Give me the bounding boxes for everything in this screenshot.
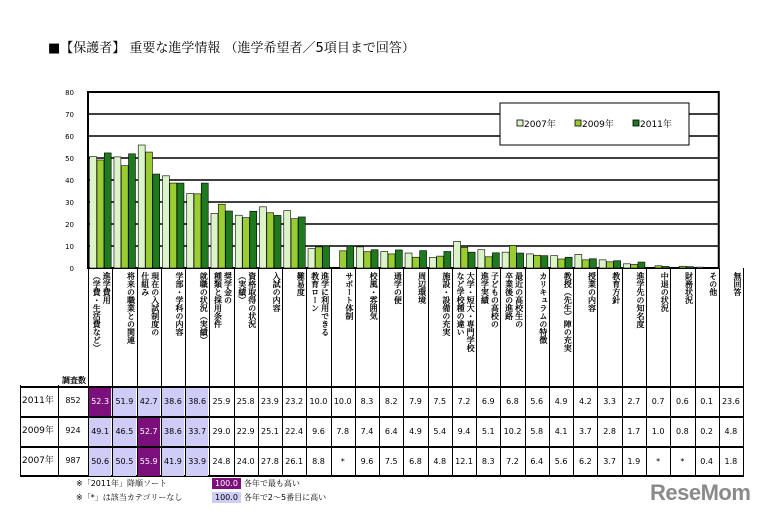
table-cell: 0.2 bbox=[700, 427, 713, 436]
table-cell: 6.2 bbox=[578, 457, 592, 466]
bar bbox=[90, 157, 97, 268]
table-cell: 1.0 bbox=[651, 427, 665, 436]
bar bbox=[420, 251, 427, 268]
table-cell: 5.1 bbox=[481, 427, 495, 436]
table-cell: 8.8 bbox=[312, 457, 325, 466]
bar bbox=[655, 266, 662, 268]
bar bbox=[638, 262, 645, 268]
table-cell: 55.9 bbox=[138, 448, 160, 476]
table-cell: 46.5 bbox=[113, 418, 135, 446]
table-cell: 26.1 bbox=[285, 457, 304, 466]
table-cell: 22.9 bbox=[236, 427, 255, 436]
table-cell: 42.7 bbox=[138, 388, 160, 416]
category-label: 進学先の知名度 bbox=[635, 272, 645, 328]
category-label: 通学の便 bbox=[393, 272, 403, 304]
category-label: 就職の状況（実績） bbox=[199, 272, 209, 344]
table-cell: 27.8 bbox=[261, 457, 279, 466]
table-cell: 52.3 bbox=[89, 388, 111, 416]
bar bbox=[485, 257, 492, 268]
y-tick-label: 70 bbox=[65, 111, 74, 119]
bar bbox=[679, 266, 686, 268]
bar bbox=[250, 211, 257, 268]
bar bbox=[267, 213, 274, 268]
table-cell: 10.0 bbox=[309, 397, 328, 406]
table-cell: 4.9 bbox=[554, 397, 568, 406]
table-cell: 52.7 bbox=[138, 418, 160, 446]
resemom-logo: ReseMom bbox=[650, 480, 751, 505]
table-cell: 5.6 bbox=[530, 397, 544, 406]
bar bbox=[315, 247, 322, 268]
category-label: 周辺環境 bbox=[417, 272, 427, 304]
bar bbox=[388, 254, 395, 268]
bar bbox=[274, 215, 281, 268]
bar bbox=[235, 215, 242, 268]
second-desc: 各年で2～5番目に高い bbox=[243, 493, 327, 502]
second-swatch: 100.0 bbox=[212, 492, 241, 503]
table-cell: 1.8 bbox=[724, 457, 738, 466]
bar bbox=[541, 256, 548, 268]
category-label: 学部・学科の内容 bbox=[175, 272, 185, 336]
table-cell: 23.9 bbox=[261, 397, 279, 406]
table-cell: 1.7 bbox=[627, 427, 641, 436]
table-cell: 2.8 bbox=[603, 427, 616, 436]
na-note: ※「*」は該当カテゴリーなし bbox=[76, 493, 183, 502]
bar bbox=[364, 252, 371, 268]
bar bbox=[696, 267, 703, 268]
table-cell: 6.8 bbox=[409, 457, 422, 466]
bar bbox=[606, 262, 613, 268]
table-cell: 38.6 bbox=[162, 388, 184, 416]
table-cell: 38.6 bbox=[162, 418, 184, 446]
table-cell: 22.4 bbox=[285, 427, 304, 436]
bar bbox=[558, 259, 565, 268]
table-cell: * bbox=[656, 457, 661, 466]
column-divider bbox=[743, 268, 744, 476]
sort-note: ※「2011年」降順ソート bbox=[76, 479, 168, 488]
table-cell: 3.3 bbox=[603, 397, 616, 406]
bar bbox=[187, 193, 194, 268]
category-label: 大学・短大・専門学校 など学校種の違い bbox=[456, 272, 476, 352]
bar bbox=[509, 246, 516, 268]
category-label: 難易度 bbox=[296, 272, 306, 296]
bar bbox=[575, 254, 582, 268]
bar bbox=[381, 252, 388, 269]
bar bbox=[340, 251, 347, 268]
table-cell: 24.8 bbox=[212, 457, 231, 466]
y-tick-label: 80 bbox=[65, 89, 74, 97]
category-label: 教授（先生）陣の充実 bbox=[563, 272, 573, 352]
table-cell: 0.4 bbox=[700, 457, 713, 466]
table-cell: 33.9 bbox=[186, 448, 208, 476]
table-cell: 3.7 bbox=[578, 427, 592, 436]
table-cell: 0.1 bbox=[700, 397, 713, 406]
table-cell: 0.6 bbox=[675, 397, 689, 406]
legend-swatch bbox=[633, 120, 639, 126]
table-cell: 10.0 bbox=[333, 397, 352, 406]
bar bbox=[357, 247, 364, 268]
bar bbox=[260, 207, 267, 268]
category-label: 校風・雰囲気 bbox=[369, 272, 379, 320]
bar bbox=[492, 253, 499, 268]
y-tick-label: 0 bbox=[69, 265, 74, 273]
bar bbox=[686, 267, 693, 268]
category-label: 財務状況 bbox=[684, 272, 694, 304]
bar bbox=[461, 247, 468, 268]
table-cell: 50.6 bbox=[89, 448, 111, 476]
category-label: 無回答 bbox=[733, 272, 742, 296]
legend-second bbox=[212, 492, 326, 503]
bar bbox=[614, 261, 621, 268]
table-cell: 25.9 bbox=[212, 397, 231, 406]
category-label: 資格取得の状況 （実績） bbox=[237, 272, 257, 328]
bar bbox=[371, 250, 378, 268]
bar bbox=[437, 256, 444, 268]
bar bbox=[162, 176, 169, 268]
bar bbox=[582, 260, 589, 268]
table-cell: 23.2 bbox=[285, 397, 304, 406]
category-label: 施設・設備の充実 bbox=[441, 272, 451, 336]
table-cell: * bbox=[340, 457, 345, 466]
top-desc: 各年で最も高い bbox=[243, 479, 300, 488]
bar bbox=[211, 213, 218, 268]
bar bbox=[526, 254, 533, 268]
category-label: 進学費用 （学費・生活費など） bbox=[92, 272, 112, 352]
legend-label: 2011年 bbox=[640, 120, 672, 130]
row-n: 852 bbox=[65, 396, 81, 405]
table-cell: 4.8 bbox=[433, 457, 447, 466]
legend-swatch bbox=[517, 120, 523, 126]
y-tick-label: 30 bbox=[65, 199, 74, 207]
bar bbox=[153, 174, 160, 268]
bar bbox=[121, 166, 128, 268]
bar bbox=[308, 249, 315, 268]
legend-label: 2007年 bbox=[524, 120, 556, 130]
top-swatch: 100.0 bbox=[212, 478, 241, 489]
table-cell: 5.8 bbox=[530, 427, 544, 436]
bar bbox=[534, 255, 541, 268]
table-cell: 29.0 bbox=[212, 427, 231, 436]
table-cell: 25.8 bbox=[236, 397, 255, 406]
bar bbox=[347, 246, 354, 268]
bar bbox=[478, 250, 485, 268]
bar bbox=[138, 145, 145, 268]
table-cell: 6.4 bbox=[530, 457, 544, 466]
bar bbox=[405, 253, 412, 268]
table-cell: 5.6 bbox=[554, 457, 568, 466]
bar bbox=[551, 256, 558, 268]
table-cell: 8.3 bbox=[481, 457, 495, 466]
row-year: 2011年 bbox=[22, 396, 54, 406]
y-tick-label: 60 bbox=[65, 133, 74, 141]
bar bbox=[623, 264, 630, 268]
table-cell: 7.4 bbox=[360, 427, 374, 436]
table-cell: 8.2 bbox=[384, 397, 398, 406]
table-cell: 2.7 bbox=[627, 397, 641, 406]
table-cell: 6.8 bbox=[506, 397, 519, 406]
category-label: 子どもの高校の 進学実績 bbox=[480, 272, 500, 328]
table-cell: 12.1 bbox=[455, 457, 473, 466]
table-cell: 4.8 bbox=[724, 427, 738, 436]
table-cell: 7.9 bbox=[409, 397, 422, 406]
bar bbox=[565, 257, 572, 268]
bar bbox=[298, 217, 305, 268]
bar bbox=[631, 264, 638, 268]
table-cell: 9.6 bbox=[360, 457, 374, 466]
bar bbox=[291, 219, 298, 268]
row-n: 987 bbox=[65, 456, 81, 465]
bar bbox=[114, 157, 121, 268]
table-cell: 0.8 bbox=[675, 427, 689, 436]
bar bbox=[444, 252, 451, 269]
bar bbox=[517, 253, 524, 268]
bar bbox=[104, 153, 111, 268]
y-tick-label: 10 bbox=[65, 243, 74, 251]
bar bbox=[177, 183, 184, 268]
table-cell: 25.1 bbox=[261, 427, 279, 436]
bar bbox=[145, 152, 152, 268]
bar bbox=[454, 241, 461, 268]
n-header: 調査数 bbox=[62, 376, 86, 385]
table-cell: 24.0 bbox=[236, 457, 255, 466]
table-cell: 0.7 bbox=[651, 397, 665, 406]
table-cell: 51.9 bbox=[113, 388, 135, 416]
table-border bbox=[20, 385, 21, 476]
bar bbox=[243, 218, 250, 268]
bar bbox=[395, 250, 402, 268]
chart-title: ■【保護者】 重要な進学情報 （進学希望者／5項目まで回答） bbox=[48, 41, 415, 56]
bar bbox=[97, 160, 104, 268]
bar bbox=[194, 194, 201, 268]
table-cell: 9.6 bbox=[312, 427, 325, 436]
category-label: 奨学金の 種類と採用条件 bbox=[213, 272, 233, 328]
table-cell: 4.2 bbox=[578, 397, 592, 406]
category-label: 最近の高校生の 卒業後の進路 bbox=[504, 272, 524, 328]
category-label: 教育方針 bbox=[611, 272, 621, 304]
table-cell: 41.9 bbox=[162, 448, 184, 476]
y-tick-label: 40 bbox=[65, 177, 74, 185]
bar bbox=[170, 183, 177, 268]
table-cell: 7.5 bbox=[384, 457, 398, 466]
table-cell: 5.4 bbox=[433, 427, 447, 436]
table-cell: 9.4 bbox=[457, 427, 471, 436]
table-cell: 6.9 bbox=[481, 397, 495, 406]
row-year: 2009年 bbox=[22, 426, 54, 436]
table-cell: 49.1 bbox=[89, 418, 111, 446]
table-cell: 4.9 bbox=[409, 427, 422, 436]
table-cell: 3.7 bbox=[603, 457, 616, 466]
bar bbox=[662, 266, 669, 268]
bar bbox=[129, 154, 136, 268]
table-cell: 1.9 bbox=[627, 457, 641, 466]
category-label: サポート体制 bbox=[344, 272, 354, 320]
bar bbox=[502, 252, 509, 268]
row-year: 2007年 bbox=[22, 456, 54, 466]
table-cell: 7.5 bbox=[433, 397, 447, 406]
bar bbox=[226, 211, 233, 268]
legend-label: 2009年 bbox=[582, 120, 614, 130]
category-label: 進学に利用できる 教育ローン bbox=[310, 272, 330, 336]
bar bbox=[323, 246, 330, 268]
category-label: 中退の状況 bbox=[660, 272, 670, 312]
bar bbox=[599, 260, 606, 268]
table-cell: 7.2 bbox=[506, 457, 519, 466]
y-tick-label: 20 bbox=[65, 221, 74, 229]
category-label: その他 bbox=[708, 272, 718, 296]
legend-swatch bbox=[575, 120, 581, 126]
category-label: 授業の内容 bbox=[587, 272, 597, 312]
category-label: カリキュラムの特徴 bbox=[538, 272, 548, 344]
table-cell: 8.3 bbox=[360, 397, 374, 406]
bar bbox=[218, 204, 225, 268]
y-tick-label: 50 bbox=[65, 155, 74, 163]
bar bbox=[284, 211, 291, 268]
bar bbox=[429, 257, 436, 268]
legend-top bbox=[212, 478, 300, 489]
table-cell: * bbox=[680, 457, 685, 466]
table-cell: 33.7 bbox=[186, 418, 208, 446]
category-label: 入試の内容 bbox=[272, 272, 282, 312]
bar bbox=[589, 259, 596, 268]
table-cell: 10.2 bbox=[503, 427, 522, 436]
table-cell: 38.6 bbox=[186, 388, 208, 416]
table-cell: 7.8 bbox=[336, 427, 350, 436]
bar bbox=[412, 257, 419, 268]
table-cell: 23.6 bbox=[721, 397, 740, 406]
table-cell: 6.4 bbox=[384, 427, 398, 436]
table-cell: 7.2 bbox=[457, 397, 471, 406]
row-n: 924 bbox=[65, 426, 81, 435]
bar bbox=[201, 183, 208, 268]
bar bbox=[468, 252, 475, 268]
table-cell: 4.1 bbox=[554, 427, 568, 436]
category-label: 現在の入試制度の 仕組み bbox=[140, 272, 160, 336]
table-cell: 50.5 bbox=[113, 448, 135, 476]
category-label: 将来の職業との関連 bbox=[126, 272, 136, 344]
